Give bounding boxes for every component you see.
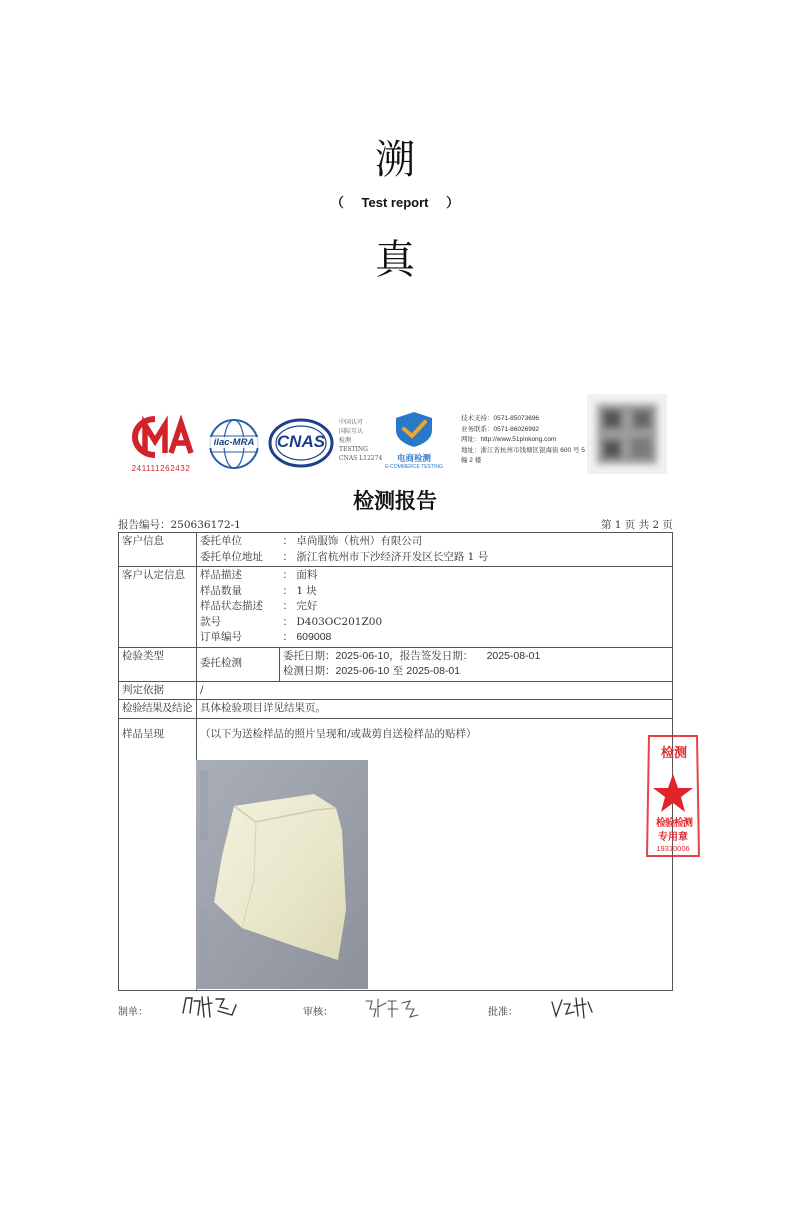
ecom-cn: 电商检测 xyxy=(396,453,431,463)
qty-value: ： 1 块 xyxy=(282,584,317,597)
qty-label: 样品数量 xyxy=(200,584,242,597)
desc-label: 样品描述 xyxy=(200,569,242,581)
sample-label: 样品呈现 xyxy=(119,718,197,990)
report-number-value: 250636172-1 xyxy=(170,519,241,531)
addr-label: 地址： xyxy=(461,446,481,454)
biz-label: 业务联系： xyxy=(461,425,494,433)
test-type-label: 检验类型 xyxy=(119,647,197,681)
maker-signature xyxy=(180,993,240,1025)
cover-char-top: 溯 xyxy=(375,137,415,183)
state-label: 样品状态描述 xyxy=(200,600,263,612)
style-value: ： D403OC201Z00 xyxy=(282,615,383,628)
client-addr: ： 浙江省杭州市下沙经济开发区长空路 1 号 xyxy=(282,550,489,563)
cnas-line3: 检测 xyxy=(339,437,352,444)
cnas-line2: 国际互认 xyxy=(339,428,364,435)
cover-subtitle xyxy=(0,192,790,211)
approver-signature xyxy=(548,994,596,1024)
ilac-text: ilac-MRA xyxy=(204,437,264,448)
handwritten-signature-icon xyxy=(362,995,422,1021)
reviewer-label: 审核： xyxy=(303,1007,333,1018)
cnas-logo xyxy=(268,418,334,468)
client-addr-label: 委托单位地址 xyxy=(200,550,263,563)
fabric-photo-icon xyxy=(196,760,368,989)
row-client-info xyxy=(119,533,673,567)
test-type-value: 委托检测 xyxy=(197,647,280,681)
ecom-en: E-COMMERCE TESTING xyxy=(385,464,443,470)
approver-label: 批准： xyxy=(488,1007,518,1018)
order-value: ： 609008 xyxy=(282,631,332,643)
handwritten-signature-icon xyxy=(548,994,596,1020)
entrust-date-line: 委托日期：2025-06-10，报告签发日期： 2025-08-01 xyxy=(283,649,541,662)
tech-label: 技术支持： xyxy=(461,415,494,422)
qr-code-icon xyxy=(587,394,667,474)
cma-mark-icon xyxy=(121,415,201,459)
stamp-line1: 检验检测 xyxy=(656,818,692,829)
cnas-line4: TESTING xyxy=(339,446,368,453)
shield-check-icon xyxy=(384,410,444,448)
sample-note: （以下为送检样品的照片呈现和/或裁剪自送检样品的贴样） xyxy=(200,727,477,740)
stamp-top: 检测 xyxy=(660,746,687,761)
stamp-line2: 专用章 xyxy=(658,832,688,843)
order-label: 订单编号 xyxy=(200,631,242,643)
row-test-type xyxy=(119,647,673,681)
contact-info xyxy=(461,414,591,467)
addr-text: 浙江省杭州市钱塘区银海街 600 号 5 幢 2 楼 xyxy=(461,446,585,464)
ilac-logo xyxy=(208,418,260,470)
test-date-line: 检测日期：2025-06-10 至 2025-08-01 xyxy=(283,665,461,677)
page-info: 第 1 页 共 2 页 xyxy=(600,519,673,531)
web-label: 网址： xyxy=(461,436,481,443)
client-info-label: 客户信息 xyxy=(119,533,197,567)
biz-phone: 0571-86026992 xyxy=(493,425,540,433)
sample-photo xyxy=(196,760,368,989)
client-name: ： 卓尚服饰（杭州）有限公司 xyxy=(282,535,423,547)
tech-phone: 0571-85073696 xyxy=(493,415,540,422)
report-title: 检测报告 xyxy=(353,488,437,513)
state-value: ： 完好 xyxy=(282,600,318,612)
cnas-line5: CNAS L12274 xyxy=(339,455,383,462)
qr-code xyxy=(587,394,667,474)
subtitle-open: （ xyxy=(330,195,344,210)
style-label: 款号 xyxy=(200,615,221,628)
row-basis xyxy=(119,681,673,700)
report-number-label: 报告编号： xyxy=(118,519,171,531)
maker-label: 制单： xyxy=(118,1007,148,1018)
cnas-caption xyxy=(339,418,389,463)
row-result xyxy=(119,700,673,719)
report-number xyxy=(118,517,241,532)
client-confirm-label: 客户认定信息 xyxy=(119,567,197,648)
cma-code: 241111262432 xyxy=(131,464,191,473)
cma-logo xyxy=(121,415,201,471)
result-value: 具体检验项目详见结果页。 xyxy=(197,700,673,719)
ecommerce-testing-logo xyxy=(384,410,444,470)
client-name-label: 委托单位 xyxy=(200,535,242,547)
desc-value: ： 面料 xyxy=(282,569,318,581)
cover-char-bottom: 真 xyxy=(375,237,415,283)
handwritten-signature-icon xyxy=(180,993,240,1021)
reviewer-signature xyxy=(362,995,422,1025)
subtitle-text: Test report xyxy=(361,195,429,210)
cnas-text: CNAS xyxy=(276,432,326,451)
official-stamp xyxy=(643,732,703,860)
cnas-line1: 中国认可 xyxy=(339,419,364,426)
basis-value: / xyxy=(197,681,673,700)
web-url: http://www.51pinkong.com xyxy=(480,436,557,443)
basis-label: 判定依据 xyxy=(119,681,197,700)
result-label: 检验结果及结论 xyxy=(119,700,197,719)
row-client-confirm xyxy=(119,567,673,648)
stamp-code: 19310006 xyxy=(656,844,690,853)
subtitle-close: ） xyxy=(446,195,460,210)
